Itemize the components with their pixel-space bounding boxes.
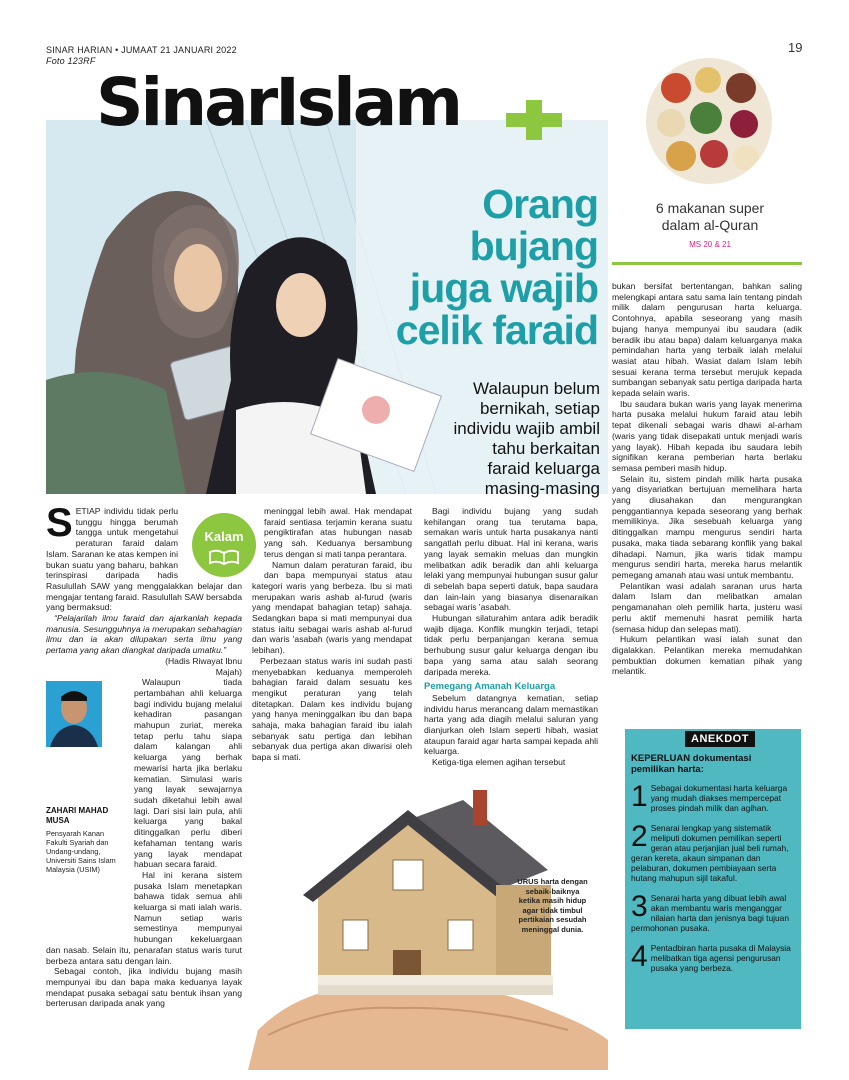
photo-caption-line3: ketika masih hidup (518, 896, 587, 905)
author-role-line5: Malaysia (USIM) (46, 865, 100, 874)
sidebar-caption-line2: dalam al-Quran (661, 217, 759, 233)
anekdot-box (625, 729, 801, 1029)
col3-paragraph-4: Ketiga-tiga elemen agihan tersebut (432, 757, 566, 768)
article-column-3 (424, 506, 598, 768)
standfirst-line3: individu wajib ambil (453, 419, 600, 438)
headline-line1: Orang (482, 181, 598, 227)
anekdot-item (631, 940, 795, 973)
sidebar-caption-line1: 6 makanan super (655, 200, 765, 216)
anekdot-item-number: 1 (631, 780, 648, 813)
anekdot-item-text: Senarai lengkap yang sistematik meliputi dokumen pemilikan seperti geran atau perjanjian jual beli rumah, geran kereta, akaun simpanan dan pelaburan, dokumen pembiayaan serta hutang mahupun sijil takaful. (631, 823, 789, 883)
headline-line2: bujang (469, 223, 598, 269)
superfood-photo (646, 58, 772, 184)
anekdot-item-number: 2 (631, 820, 648, 853)
anekdot-title: ANEKDOT (685, 731, 755, 747)
subhead-pemegang-amanah: Pemegang Amanah Keluarga (424, 681, 556, 693)
anekdot-content (631, 753, 795, 973)
author-role-line1: Pensyarah Kanan (46, 829, 105, 838)
author-name-line2: MUSA (46, 816, 70, 825)
col3-paragraph-1: Bagi individu bujang yang sudah kehilangan orang tua terutama bapa, semakan waris untuk harta pusakanya nanti sangatlah perlu dibuat. Hal ini kerana, waris yang layak semakin meluas dan mungkin melibatkan adik beradik dan ahli keluarga lelaki yang mempunyai hubungan susur galur di sebelah bapa seperti datuk, bapa saudara dan lain-lain yang biasanya disenaraikan sebagai waris 'asabah. (424, 506, 598, 613)
col4-paragraph-4: Pelantikan wasi adalah saranan urus harta dalam Islam dan melibatkan amalan pengamanahan oleh pemilik harta, justeru wasi perlu aktif memenuhi hasrat pemilik harta (semasa hidup dan selepas mati). (612, 580, 802, 634)
standfirst-line4: tahu berkaitan (492, 439, 600, 458)
article-column-2 (252, 506, 412, 763)
photo-caption-line2: sebaik-baiknya (525, 886, 580, 896)
headline (350, 183, 598, 351)
col2-paragraph-2: Namun dalam peraturan faraid, ibu dan bapa mempunyai status atau kategori waris yang berbeza. Ibu si mati merupakan waris ashab al-furud (waris yang mendapat bahagian tetap) sahaja. Sedangkan bapa si mati mempunyai dua status iaitu sebagai waris ashab al-furud dan waris 'asabah (waris yang mendapat lebihan). (252, 559, 412, 656)
col4-paragraph-2: Ibu saudara bukan waris yang layak menerima harta pusaka melalui hukum faraid atau lebih tepat dikenali sebagai waris dhawi al-arham (waris yang tidak disepakati untuk menjadi waris yang layak). Hibah kepada ibu saudara lebih signifikan kerana pemberian harta berlaku semasa pemberi masih hidup. (612, 398, 802, 473)
author-role-line2: Fakulti Syariah dan (46, 838, 109, 847)
headline-line4: celik faraid (395, 307, 598, 353)
sidebar-page-ref: MS 20 & 21 (689, 240, 731, 249)
anekdot-item (631, 820, 795, 883)
col2-paragraph-1: meninggal lebih awal. Hak mendapat faraid sentiasa terjamin kerana suatu pengiktirafan atas hubungan nasab yang sah. Keduanya bersambung terus dengan si mati tanpa perantara. (264, 506, 412, 559)
photo-caption-line1: URUS harta dengan (517, 877, 588, 886)
brand-logo (96, 64, 461, 141)
hadith-quote: “Pelajarilah ilmu faraid dan ajarkanlah kepada manusia. Sesungguhnya ia merupakan sebahagian ilmu dan ia akan dilupakan serta ilmu yang pertama yang akan diangkat daripada umatku.” (46, 613, 242, 656)
page-number: 19 (788, 40, 803, 55)
col4-paragraph-5: Hukum pelantikan wasi ialah sunat dan digalakkan. Pelantikan mereka memudahkan pembuktian dokumen kematian pihak yang melantik. (612, 634, 802, 677)
anekdot-item (631, 890, 795, 933)
author-role-line3: Undang-undang, (46, 847, 101, 856)
sidebar-caption (640, 200, 780, 234)
standfirst-line5: faraid keluarga (487, 459, 600, 478)
anekdot-item-text: Sebagai dokumentasi harta keluarga yang mudah diakses mempercepat proses pindah milik dan agihan. (650, 783, 788, 813)
sidebar-divider (612, 262, 802, 265)
col1-paragraph-3: Hal ini kerana sistem pusaka Islam menetapkan bahawa tidak semua ahli keluarga si mati ialah waris. Namun setiap waris semestinya mempunyai hubungan kekeluargaan dan nasab. Selain itu, penarafan status waris turut berbeza antara satu dengan lain. (46, 869, 242, 966)
anekdot-item-number: 3 (631, 890, 648, 923)
hadith-source: (Hadis Riwayat Ibnu Majah) (165, 655, 242, 677)
col3-paragraph-2: Hubungan silaturahim antara adik beradik wajib dijaga. Konflik mungkin terjadi, tetapi tidak perlu berpanjangan kerana semua berhubung susur galur keluarga dengan ibu bapa yang sama atau salah seorang daripada mereka. (424, 613, 598, 677)
author-role-line4: Universiti Sains Islam (46, 856, 116, 865)
standfirst-line2: bernikah, setiap (479, 399, 600, 418)
brand-part1: Sinar (96, 64, 276, 141)
house-photo-caption (500, 877, 605, 934)
anekdot-item-text: Senarai harta yang dibuat lebih awal akan membantu waris menganggar nilaian harta dan jenisnya bagi tujuan permohonan pusaka. (631, 893, 789, 933)
photo-caption-line5: pertikaian sesudah (518, 915, 587, 924)
col1-paragraph-1: ETIAP individu tidak perlu tunggu hingga berumah tangga untuk mengetahui peraturan faraid dalam Islam. Saranan ke atas kempen ini bukan suatu yang baharu, bahkan terinspirasi daripada hadis Rasulullah SAW yang menggalakkan belajar dan mengajar tentang faraid. Rasulullah SAW bersabda yang bermaksud: (46, 506, 242, 613)
col4-paragraph-1: bukan bersifat bertentangan, bahkan saling melengkapi antara satu sama lain tentang pindah milik dalam pengurusan harta keluarga. Contohnya, apabila seseorang yang masih bujang hanya mempunyai ibu saudara (adik beradik ibu atau bapa) dalam keluarganya maka pemindahan harta yang terbaik ialah melalui wasiat atau hibah. Wasiat dalam Islam lebih sesuai kerana terma tersebut merujuk kepada sumbangan sebanyak satu pertiga daripada harta kepada selain waris. (612, 281, 802, 399)
photo-caption-line6: meninggal dunia. (521, 924, 584, 934)
anekdot-heading-line2: pemilikan harta: (631, 764, 704, 775)
photo-caption-line4: agar tidak timbul (522, 905, 583, 915)
standfirst-line6: masing-masing (484, 479, 600, 498)
article-column-4 (612, 281, 802, 677)
headline-line3: juga wajib (409, 265, 598, 311)
col1-paragraph-2: Walaupun tiada pertambahan ahli keluarga bagi individu bujang melalui kehadiran pasangan mahupun zuriat, mereka tetap perlu tahu siapa dalam kalangan ahli keluarga yang berhak mewarisi harta jika berlaku kematian. Simulasi waris yang layak sewajarnya sudah diketahui lebih awal lagi. Dari sisi lain pula, ahli keluarga yang bakal ditinggalkan perlu diberi kefahaman tentang waris yang layak mendapat habuan secara faraid. (134, 677, 242, 870)
photo-credit: Foto 123RF (46, 56, 96, 66)
brand-cross-icon (506, 100, 566, 140)
standfirst (420, 379, 600, 499)
col2-paragraph-3: Perbezaan status waris ini sudah pasti menyebabkan keduanya memperoleh bahagian faraid dalam sesuatu kes mengikut peraturan yang telah ditetapkan. Dalam kes individu bujang yang hanya meninggalkan ibu dan bapa sahaja, maka bahagian faraid ibu ialah sebanyak satu pertiga dan lebihan sebanyak dua pertiga akan diwarisi oleh bapa si mati. (252, 655, 412, 763)
anekdot-item-text: Pentadbiran harta pusaka di Malaysia melibatkan tiga agensi pengurusan pusaka yang berbeza. (650, 943, 791, 973)
author-name-line1: ZAHARI MAHAD (46, 806, 109, 815)
brand-part2: Islam (275, 64, 461, 141)
anekdot-heading-line1: KEPERLUAN dokumentasi (631, 753, 752, 764)
food-bowls-illustration (646, 58, 772, 184)
standfirst-line1: Walaupun belum (473, 379, 600, 398)
dropcap: S (46, 501, 73, 545)
kalam-label: Kalam (204, 529, 244, 544)
col4-paragraph-3: Selain itu, sistem pindah milik harta pusaka yang disyariatkan bertujuan memelihara harta yang diusahakan dan mengurangkan penggantiannya kepada seseorang yang berhak memilikinya. Jika sesebuah keluarga yang ditinggalkan mampu mengurus sendiri harta pusaka, maka tiada sebarang konflik yang bakal dihadapi. Namun, jika waris tidak mampu mengurus sendiri harta, mereka harus melantik pemegang amanah atau wasi untuk membantu. (612, 473, 802, 580)
anekdot-item (631, 780, 795, 813)
anekdot-item-number: 4 (631, 940, 648, 973)
col1-paragraph-4: Sebagai contoh, jika individu bujang masih mempunyai ibu dan bapa maka keduanya layak mendapat pusaka sebagai satu bentuk ihsan yang berterusan daripada anak yang (46, 966, 242, 1009)
col3-paragraph-3: Sebelum datangnya kematian, setiap individu harus merancang dalam memastikan harta yang ada diagih melalui saluran yang dianjurkan oleh Islam seperti hibah, wasiat ataupun faraid agar harta sampai kepada ahli keluarga. (424, 692, 598, 757)
publication-line: SINAR HARIAN • JUMAAT 21 JANUARI 2022 (46, 45, 237, 55)
article-column-1 (46, 501, 242, 1009)
